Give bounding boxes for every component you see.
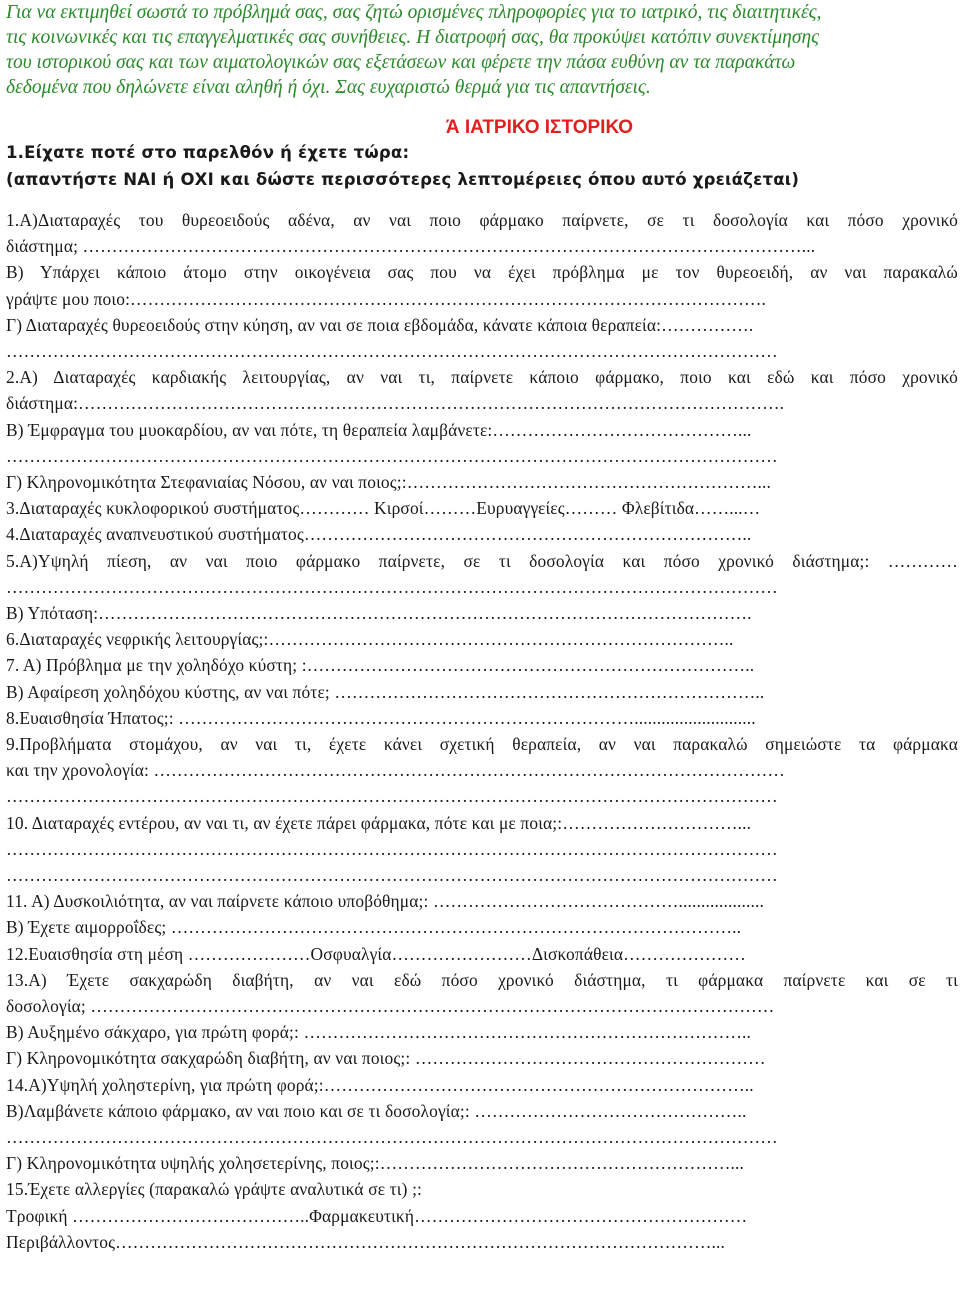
form-line[interactable]: δοσολογία; ……………………………………………………………………………………………………… bbox=[6, 995, 775, 1016]
question-list bbox=[6, 207, 958, 1255]
form-line[interactable]: 5.Α)Υψηλή πίεση, αν ναι ποιο φάρμακο παίρνετε, σε τι δοσολογία και πόσο χρονικό διάστημα;: ………… bbox=[6, 550, 958, 571]
form-line[interactable]: 14.Α)Υψηλή χοληστερίνη, για πρώτη φορά;:……………………………………………………………….. bbox=[6, 1074, 754, 1095]
form-line[interactable]: 2.Α) Διαταραχές καρδιακής λειτουργίας, αν ναι τι, παίρνετε κάποιο φάρμακο, ποιο και εδώ και πόσο χρονικό bbox=[6, 367, 958, 388]
form-line[interactable]: …………………………………………………………………………………………………………………… bbox=[6, 838, 778, 859]
form-line[interactable]: 12.Ευαισθησία στη μέση …………………Οσφυαλγία……………………Δισκοπάθεια………………… bbox=[6, 943, 746, 964]
section-title: Ά ΙΑΤΡΙΚΟ ΙΣΤΟΡΙΚΟ bbox=[445, 117, 634, 138]
form-line[interactable]: …………………………………………………………………………………………………………………… bbox=[6, 576, 778, 597]
intro-line: δεδομένα που δηλώνετε είναι αληθή ή όχι. Σας ευχαριστώ θερμά για τις απαντήσεις. bbox=[6, 77, 651, 98]
form-line[interactable]: 4.Διαταραχές αναπνευστικού συστήματος………………………………………………………………….. bbox=[6, 524, 752, 545]
form-line[interactable]: 15.Έχετε αλλεργίες (παρακαλώ γράψτε αναλυτικά σε τι) ;: bbox=[6, 1179, 423, 1200]
form-line[interactable]: Β) Έμφραγμα του μυοκαρδίου, αν ναι πότε, τη θεραπεία λαμβάνετε:……………………………………... bbox=[6, 419, 752, 440]
form-line[interactable]: διάστημα; ……………………………………………………………………………………………………………... bbox=[6, 236, 816, 257]
intro-line: τις κοινωνικές και τις επαγγελματικές σας συνήθειες. Η διατροφή σας, θα προκύψει κατόπιν συνεκτίμησης bbox=[6, 27, 820, 48]
form-line[interactable]: Γ) Κληρονομικότητα σακχαρώδη διαβήτη, αν ναι ποιος;: …………………………………………………… bbox=[6, 1048, 766, 1069]
form-line[interactable]: διάστημα:…………………………………………………………………………………………………………. bbox=[6, 393, 785, 414]
question-1-heading bbox=[6, 139, 958, 193]
form-line[interactable]: 9.Προβλήματα στομάχου, αν ναι τι, έχετε κάνει σχετική θεραπεία, αν ναι παρακαλώ σημειώστε τα φάρμακα bbox=[6, 733, 958, 754]
form-line[interactable]: 7. Α) Πρόβλημα με την χοληδόχο κύστη; :………………………………………………………………….. bbox=[6, 655, 755, 676]
form-line[interactable]: Β) Αφαίρεση χοληδόχου κύστης, αν ναι πότε; ……………………………………………………………….. bbox=[6, 681, 765, 702]
form-line[interactable]: …………………………………………………………………………………………………………………… bbox=[6, 340, 778, 361]
form-line[interactable]: Γ) Κληρονομικότητα Στεφανιαίας Νόσου, αν ναι ποιος;:……………………………………………………... bbox=[6, 471, 772, 492]
form-line[interactable]: Β) Έχετε αιμορροΐδες; …………………………………………………………………………………….. bbox=[6, 917, 742, 938]
form-line[interactable]: …………………………………………………………………………………………………………………… bbox=[6, 1127, 778, 1147]
form-line[interactable]: Γ) Κληρονομικότητα υψηλής χολησετερίνης, ποιος;:……………………………………………………... bbox=[6, 1153, 745, 1174]
form-line[interactable]: Β) Αυξημένο σάκχαρο, για πρώτη φορά;: ………………………………………………………………….. bbox=[6, 1022, 751, 1043]
form-line[interactable]: Περιβάλλοντος…………………………………………………………………………………………... bbox=[6, 1231, 725, 1252]
form-line[interactable]: και την χρονολογία: ……………………………………………………………………………………………… bbox=[6, 760, 785, 781]
form-line[interactable]: 10. Διαταραχές εντέρου, αν ναι τι, αν έχετε πάρει φάρμακα, πότε και με ποια;:…………………………... bbox=[6, 812, 752, 833]
form-line[interactable]: Β) Υπάρχει κάποιο άτομο στην οικογένεια σας που να έχει πρόβλημα με τον θυρεοειδή, αν ναι παρακαλώ bbox=[6, 262, 958, 283]
form-line[interactable]: …………………………………………………………………………………………………………………… bbox=[6, 864, 778, 885]
form-line[interactable]: Β)Λαμβάνετε κάποιο φάρμακο, αν ναι ποιο και σε τι δοσολογία;: ……………………………………….. bbox=[6, 1100, 747, 1121]
form-line[interactable]: …………………………………………………………………………………………………………………… bbox=[6, 786, 778, 807]
intro-paragraph bbox=[6, 0, 958, 100]
form-line[interactable]: Τροφική …………………………………..Φαρμακευτική………………………………………………… bbox=[6, 1205, 748, 1226]
intro-line: Για να εκτιμηθεί σωστά το πρόβλημά σας, σας ζητώ ορισμένες πληροφορίες για το ιατρικό, τις διαιτητικές, bbox=[6, 2, 822, 23]
form-line[interactable]: 6.Διαταραχές νεφρικής λειτουργίας;:…………………………………………………………………….. bbox=[6, 629, 734, 650]
form-line[interactable]: 11. Α) Δυσκοιλιότητα, αν ναι παίρνετε κάποιο υποβόθημα;: ……………………………………................... bbox=[6, 891, 764, 912]
intro-line: του ιστορικού σας και των αιματολογικών σας εξετάσεων και φέρετε την πάσα ευθύνη αν τα παρακάτω bbox=[6, 52, 796, 73]
form-line[interactable]: γράψτε μου ποιο:………………………………………………………………………………………………. bbox=[6, 288, 767, 309]
form-line[interactable]: 3.Διαταραχές κυκλοφορικού συστήματος………… Κιρσοί………Ευρυαγγείες……… Φλεβίτιδα……...… bbox=[6, 498, 761, 519]
question-1-title: 1.Είχατε ποτέ στο παρελθόν ή έχετε τώρα: bbox=[6, 143, 410, 162]
form-line[interactable]: 8.Ευαισθησία Ήπατος;: ……………………………………………………………………........................... bbox=[6, 707, 756, 728]
question-1-instructions: (απαντήστε ΝΑΙ ή ΟΧΙ και δώστε περισσότερες λεπτομέρειες όπου αυτό χρειάζεται) bbox=[6, 170, 800, 189]
form-line[interactable]: …………………………………………………………………………………………………………………… bbox=[6, 445, 778, 466]
form-line[interactable]: 1.Α)Διαταραχές του θυρεοειδούς αδένα, αν ναι ποιο φάρμακο παίρνετε, σε τι δοσολογία και πόσο χρονικό bbox=[6, 210, 958, 230]
form-line[interactable]: Β) Υπόταση:…………………………………………………………………………………………………. bbox=[6, 602, 752, 623]
form-line[interactable]: Γ) Διαταραχές θυρεοειδούς στην κύηση, αν ναι σε ποια εβδομάδα, κάνατε κάποια θεραπεία:……………. bbox=[6, 314, 754, 335]
form-line[interactable]: 13.Α) Έχετε σακχαρώδη διαβήτη, αν ναι εδώ πόσο χρονικό διάστημα, τι φάρμακα παίρνετε και σε τι bbox=[6, 969, 958, 990]
